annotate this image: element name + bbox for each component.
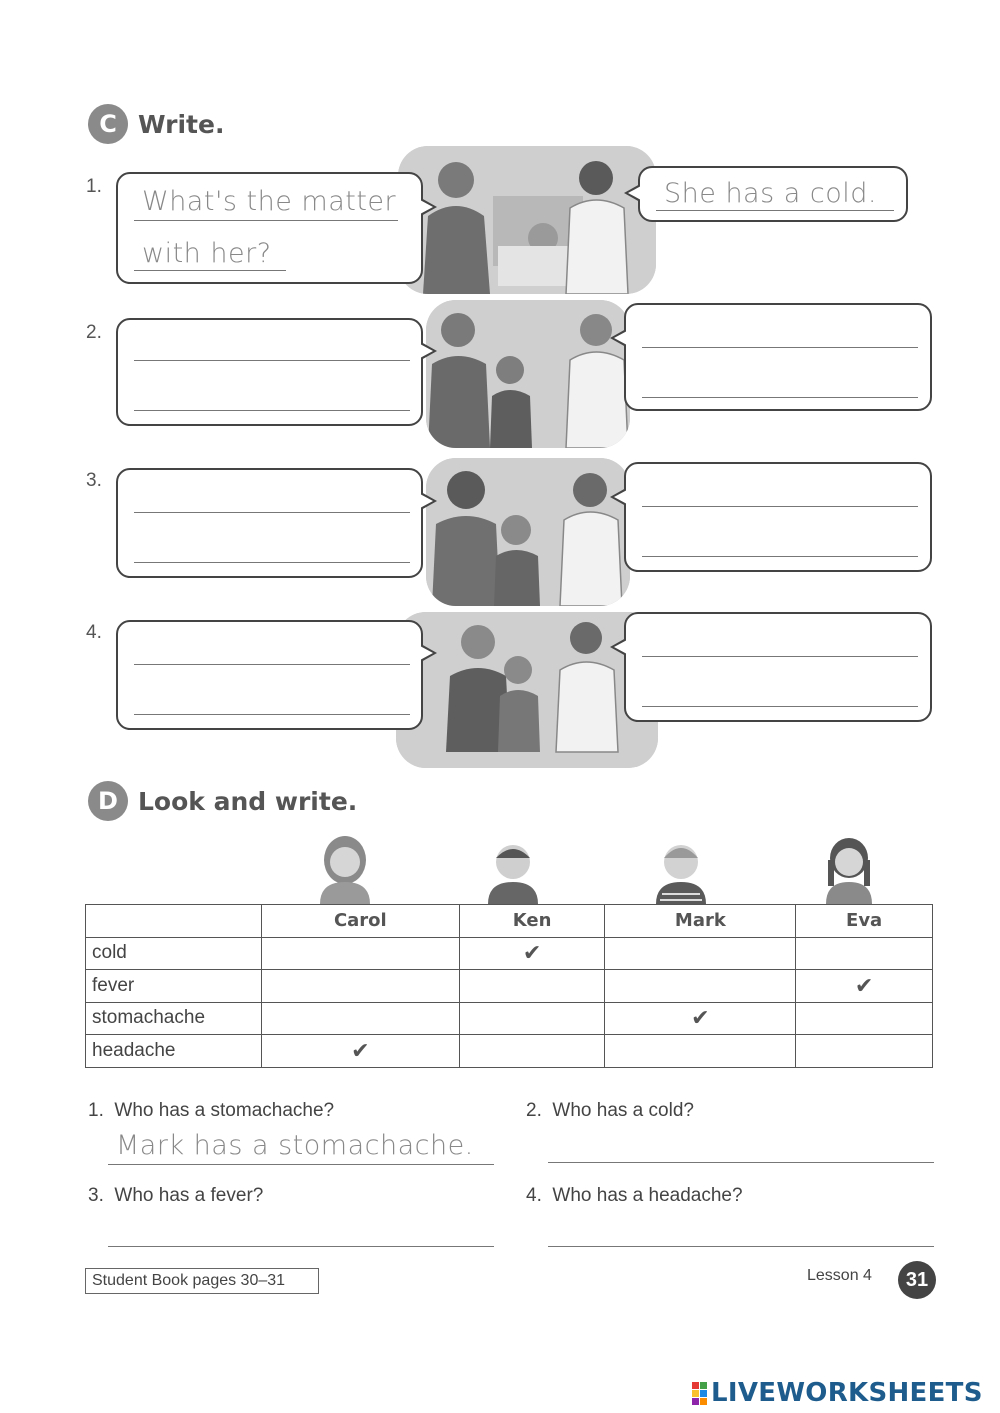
check-cell: ✔ bbox=[262, 1035, 460, 1068]
table-row bbox=[86, 937, 933, 970]
illness-table bbox=[85, 904, 933, 1068]
scene-illustration-3 bbox=[426, 458, 630, 606]
row-label: stomachache bbox=[86, 1002, 262, 1035]
row-label: fever bbox=[86, 970, 262, 1003]
section-d-header bbox=[88, 781, 357, 821]
row-label: headache bbox=[86, 1035, 262, 1068]
mark-portrait bbox=[650, 838, 712, 904]
scene-illustration-4 bbox=[396, 612, 658, 768]
question-text-line1: What's the matter bbox=[142, 186, 397, 217]
question-text: Who has a cold? bbox=[552, 1100, 694, 1121]
question-bubble-2[interactable] bbox=[116, 318, 423, 426]
mother-girl-doctor-illustration bbox=[426, 458, 630, 606]
exercise-number: 4. bbox=[86, 622, 102, 643]
answer-line-4[interactable] bbox=[548, 1246, 934, 1247]
scene-illustration-2 bbox=[426, 300, 630, 448]
question-number: 2. bbox=[526, 1100, 542, 1121]
check-cell bbox=[605, 970, 796, 1003]
answer-line-2[interactable] bbox=[548, 1162, 934, 1163]
question-bubble-4[interactable] bbox=[116, 620, 423, 730]
question-text: Who has a headache? bbox=[552, 1185, 743, 1206]
eva-portrait bbox=[818, 834, 880, 904]
grandfather-boy-doctor-illustration bbox=[396, 612, 658, 768]
table-header-carol: Carol bbox=[262, 905, 460, 938]
section-c-header bbox=[88, 104, 224, 144]
question-bubble-1[interactable] bbox=[116, 172, 423, 284]
check-cell: ✔ bbox=[796, 970, 933, 1003]
section-c-title: Write. bbox=[138, 109, 225, 139]
check-cell bbox=[262, 937, 460, 970]
exercise-number: 1. bbox=[86, 176, 102, 197]
scene-illustration-1 bbox=[398, 146, 656, 294]
exercise-number: 3. bbox=[86, 470, 102, 491]
table-header-ken: Ken bbox=[459, 905, 605, 938]
section-d-title: Look and write. bbox=[138, 786, 358, 816]
book-reference: Student Book pages 30–31 bbox=[85, 1268, 319, 1294]
mother-child-doctor-illustration bbox=[398, 146, 656, 294]
ken-portrait bbox=[482, 838, 544, 904]
question-item bbox=[526, 1100, 694, 1122]
check-cell bbox=[459, 1002, 605, 1035]
answer-bubble-2[interactable] bbox=[624, 303, 932, 411]
check-cell bbox=[605, 1035, 796, 1068]
check-cell bbox=[605, 937, 796, 970]
row-label: cold bbox=[86, 937, 262, 970]
question-text-line2: with her? bbox=[142, 238, 272, 269]
question-text: Who has a stomachache? bbox=[114, 1100, 335, 1121]
check-cell bbox=[262, 1002, 460, 1035]
answer-text: Mark has a stomachache. bbox=[116, 1130, 474, 1161]
father-boy-doctor-illustration bbox=[426, 300, 630, 448]
brand-name: LIVEWORKSHEETS bbox=[711, 1378, 983, 1408]
question-item bbox=[88, 1185, 263, 1207]
table-row bbox=[86, 970, 933, 1003]
question-number: 1. bbox=[88, 1100, 104, 1121]
question-number: 4. bbox=[526, 1185, 542, 1206]
answer-bubble-3[interactable] bbox=[624, 462, 932, 572]
check-cell bbox=[262, 970, 460, 1003]
answer-text: She has a cold. bbox=[664, 178, 877, 209]
question-item bbox=[88, 1100, 334, 1122]
check-cell bbox=[796, 1035, 933, 1068]
check-cell: ✔ bbox=[605, 1002, 796, 1035]
table-header-blank bbox=[86, 905, 262, 938]
table-row bbox=[86, 1035, 933, 1068]
check-cell: ✔ bbox=[459, 937, 605, 970]
liveworksheets-logo[interactable] bbox=[692, 1378, 983, 1408]
check-cell bbox=[796, 1002, 933, 1035]
question-number: 3. bbox=[88, 1185, 104, 1206]
table-header-eva: Eva bbox=[796, 905, 933, 938]
question-text: Who has a fever? bbox=[114, 1185, 264, 1206]
answer-bubble-1[interactable] bbox=[638, 166, 908, 222]
section-c-badge: C bbox=[88, 104, 128, 144]
answer-bubble-4[interactable] bbox=[624, 612, 932, 722]
brand-mark-icon bbox=[692, 1382, 707, 1405]
check-cell bbox=[459, 970, 605, 1003]
lesson-label: Lesson 4 bbox=[807, 1267, 872, 1284]
table-row bbox=[86, 1002, 933, 1035]
question-item bbox=[526, 1185, 743, 1207]
check-cell bbox=[796, 937, 933, 970]
table-header-mark: Mark bbox=[605, 905, 796, 938]
question-bubble-3[interactable] bbox=[116, 468, 423, 578]
exercise-number: 2. bbox=[86, 322, 102, 343]
answer-line-1[interactable] bbox=[108, 1164, 494, 1165]
page-number-badge: 31 bbox=[898, 1261, 936, 1299]
table-header-row bbox=[86, 905, 933, 938]
answer-line-3[interactable] bbox=[108, 1246, 494, 1247]
check-cell bbox=[459, 1035, 605, 1068]
section-d-badge: D bbox=[88, 781, 128, 821]
carol-portrait bbox=[314, 834, 376, 904]
